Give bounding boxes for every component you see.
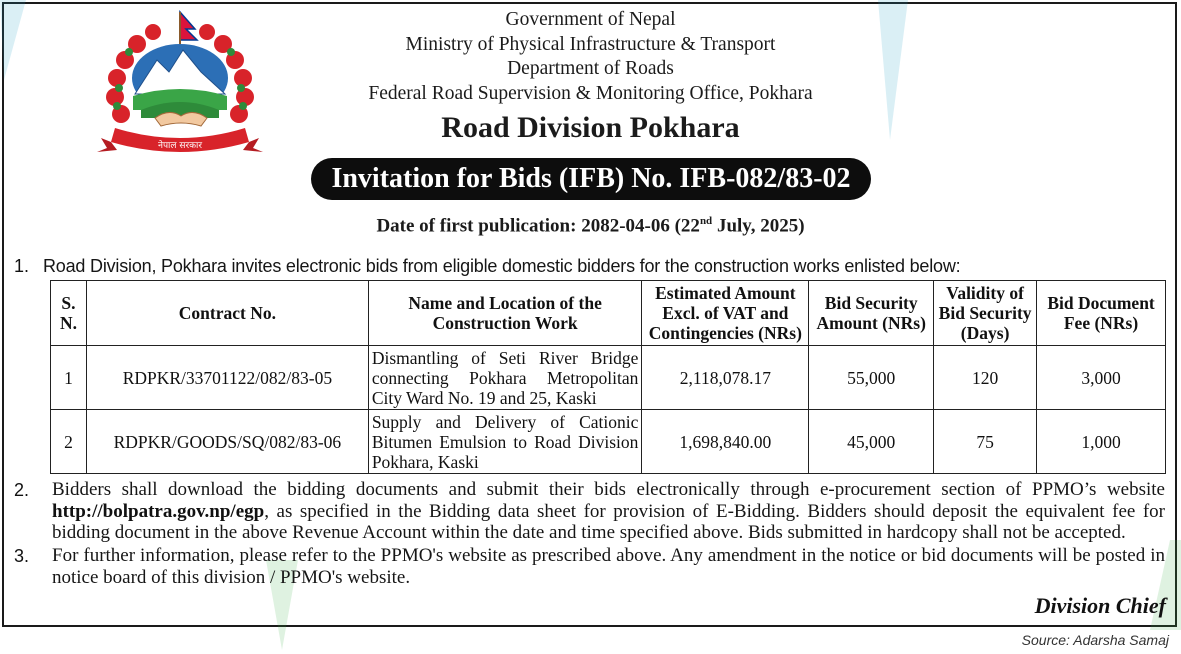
row-security: 45,000 [809, 410, 934, 474]
ifb-banner: Invitation for Bids (IFB) No. IFB-082/83-02 [311, 158, 871, 200]
row-fee: 3,000 [1037, 346, 1166, 410]
row-contract: RDPKR/33701122/082/83-05 [86, 346, 368, 410]
date-superscript: nd [699, 215, 713, 227]
para-3-text: For further information, please refer to the PPMO's website as prescribed above. Any amendment in the notice or bid documents will be posted in notice board of this division / PPMO's website. [52, 545, 1165, 588]
row-validity: 120 [934, 346, 1037, 410]
ministry-line: Ministry of Physical Infrastructure & Transport [405, 34, 776, 55]
header-work: Name and Location of the Construction Work [368, 281, 642, 346]
header-estimate: Estimated Amount Excl. of VAT and Contingencies (NRs) [642, 281, 809, 346]
table-header-row [51, 281, 1166, 346]
para-3-number: 3. [14, 546, 30, 566]
date-suffix: July, 2025) [712, 215, 805, 237]
emblem-motto: नेपाल सरकार [157, 141, 203, 151]
para-2-number: 2. [14, 480, 30, 500]
row-estimate: 1,698,840.00 [642, 410, 809, 474]
row-sn: 1 [51, 346, 87, 410]
source-credit: Source: Adarsha Samaj [1021, 632, 1169, 648]
header-fee: Bid Document Fee (NRs) [1037, 281, 1166, 346]
bids-table [50, 280, 1166, 474]
office-line: Federal Road Supervision & Monitoring Office, Pokhara [368, 83, 813, 104]
page-title: Road Division Pokhara [441, 111, 740, 144]
government-line: Government of Nepal [505, 9, 676, 30]
signoff: Division Chief [1034, 593, 1166, 618]
para-2-text [52, 479, 1165, 544]
header-contract: Contract No. [86, 281, 368, 346]
para-2-text-b: , as specified in the Bidding data sheet for provision of E-Bidding. Bidders should deposit the equivalent fee for bidding document in the above Revenue Account within the date and time specified above. Bids submitted in hardcopy shall not be accepted. [52, 500, 1165, 543]
header-sn: S. N. [51, 281, 87, 346]
row-security: 55,000 [809, 346, 934, 410]
para-1-text: Road Division, Pokhara invites electronic bids from eligible domestic bidders for the construction works enlisted below: [43, 256, 961, 276]
row-work: Supply and Delivery of Cationic Bitumen Emulsion to Road Division Pokhara, Kaski [368, 410, 642, 474]
table-row [51, 410, 1166, 474]
department-line: Department of Roads [507, 58, 674, 79]
para-2-text-a: Bidders shall download the bidding documents and submit their bids electronically through e-procurement section of PPMO’s website [52, 479, 1165, 500]
row-validity: 75 [934, 410, 1037, 474]
row-work: Dismantling of Seti River Bridge connecting Pokhara Metropolitan City Ward No. 19 and 25, Kaski [368, 346, 642, 410]
row-fee: 1,000 [1037, 410, 1166, 474]
bolpatra-link[interactable]: http://bolpatra.gov.np/egp [52, 500, 265, 522]
row-sn: 2 [51, 410, 87, 474]
table-row [51, 346, 1166, 410]
row-contract: RDPKR/GOODS/SQ/082/83-06 [86, 410, 368, 474]
row-estimate: 2,118,078.17 [642, 346, 809, 410]
publication-date [0, 209, 1181, 238]
para-1-number: 1. [14, 256, 30, 276]
date-prefix: Date of first publication: 2082-04-06 (22 [376, 215, 700, 237]
header-validity: Validity of Bid Security (Days) [934, 281, 1037, 346]
header-security: Bid Security Amount (NRs) [809, 281, 934, 346]
